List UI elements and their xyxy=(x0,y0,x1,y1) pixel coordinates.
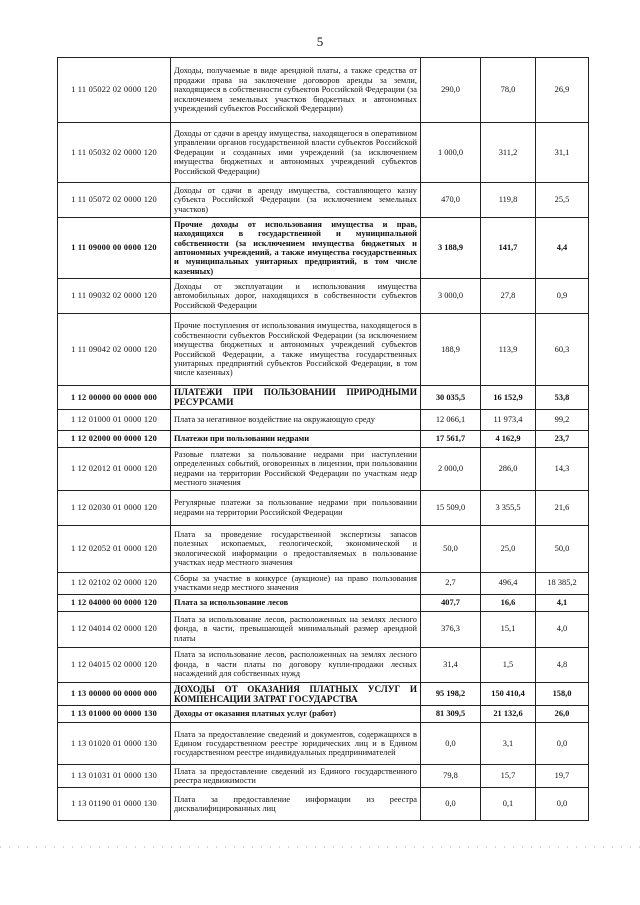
revenue-name-cell: Прочие поступления от использования имущества, находящегося в собственности субъектов Российской Федерации (за исключением имущества бюджетных и автономных учреждений субъектов Российской Федерации, а также имущества государственных унитарных предприятий субъектов Российской Федерации, в том числе казенных) xyxy=(171,314,421,386)
plan-amount-cell: 17 561,7 xyxy=(421,430,481,447)
plan-amount-cell: 0,0 xyxy=(421,788,481,821)
executed-amount-cell: 3 355,5 xyxy=(481,490,536,525)
revenue-name-cell: Плата за предоставление информации из реестра дисквалифицированных лиц xyxy=(171,788,421,821)
revenue-name-cell: Плата за использование лесов, расположенных на землях лесного фонда, в части, превышающей минимальный размер арендной платы xyxy=(171,611,421,647)
executed-amount-cell: 15,7 xyxy=(481,765,536,788)
classification-code-cell: 1 12 01000 01 0000 120 xyxy=(58,409,171,430)
percent-executed-cell: 21,6 xyxy=(536,490,589,525)
executed-amount-cell: 1,5 xyxy=(481,647,536,682)
percent-executed-cell: 23,7 xyxy=(536,430,589,447)
revenue-name-cell: Доходы от сдачи в аренду имущества, находящегося в оперативном управлении органов государственной власти субъектов Российской Федерации и созданных ими учреждений (за исключением имущества бюджетных и автономных учреждений субъектов Российской Федерации) xyxy=(171,123,421,183)
plan-amount-cell: 290,0 xyxy=(421,58,481,123)
plan-amount-cell: 2 000,0 xyxy=(421,447,481,490)
table-row xyxy=(58,447,589,490)
percent-executed-cell: 26,9 xyxy=(536,58,589,123)
plan-amount-cell: 81 309,5 xyxy=(421,706,481,723)
executed-amount-cell: 286,0 xyxy=(481,447,536,490)
percent-executed-cell: 50,0 xyxy=(536,525,589,572)
revenue-name-cell: Разовые платежи за пользование недрами при наступлении определенных событий, оговоренных в лицензии, при пользовании недрами на территории Российской Федерации по участкам недр местного значения xyxy=(171,447,421,490)
plan-amount-cell: 15 509,0 xyxy=(421,490,481,525)
classification-code-cell: 1 13 00000 00 0000 000 xyxy=(58,682,171,706)
percent-executed-cell: 0,0 xyxy=(536,723,589,765)
plan-amount-cell: 30 035,5 xyxy=(421,386,481,410)
executed-amount-cell: 113,9 xyxy=(481,314,536,386)
executed-amount-cell: 27,8 xyxy=(481,279,536,314)
executed-amount-cell: 3,1 xyxy=(481,723,536,765)
classification-code-cell: 1 12 04014 02 0000 120 xyxy=(58,611,171,647)
revenue-name-cell: ДОХОДЫ ОТ ОКАЗАНИЯ ПЛАТНЫХ УСЛУГ И КОМПЕНСАЦИИ ЗАТРАТ ГОСУДАРСТВА xyxy=(171,682,421,706)
revenue-name-cell: Доходы от эксплуатации и использования имущества автомобильных дорог, находящихся в собственности субъектов Российской Федерации xyxy=(171,279,421,314)
classification-code-cell: 1 12 00000 00 0000 000 xyxy=(58,386,171,410)
plan-amount-cell: 407,7 xyxy=(421,594,481,611)
table-row xyxy=(58,611,589,647)
table-row xyxy=(58,594,589,611)
executed-amount-cell: 311,2 xyxy=(481,123,536,183)
percent-executed-cell: 18 385,2 xyxy=(536,572,589,594)
percent-executed-cell: 99,2 xyxy=(536,409,589,430)
executed-amount-cell: 11 973,4 xyxy=(481,409,536,430)
table-row xyxy=(58,490,589,525)
percent-executed-cell: 4,8 xyxy=(536,647,589,682)
table-row xyxy=(58,525,589,572)
plan-amount-cell: 188,9 xyxy=(421,314,481,386)
percent-executed-cell: 25,5 xyxy=(536,183,589,218)
executed-amount-cell: 4 162,9 xyxy=(481,430,536,447)
classification-code-cell: 1 12 02102 02 0000 120 xyxy=(58,572,171,594)
plan-amount-cell: 79,8 xyxy=(421,765,481,788)
revenue-name-cell: ПЛАТЕЖИ ПРИ ПОЛЬЗОВАНИИ ПРИРОДНЫМИ РЕСУРСАМИ xyxy=(171,386,421,410)
table-row xyxy=(58,682,589,706)
classification-code-cell: 1 13 01020 01 0000 130 xyxy=(58,723,171,765)
table-row xyxy=(58,386,589,410)
classification-code-cell: 1 12 02012 01 0000 120 xyxy=(58,447,171,490)
executed-amount-cell: 16,6 xyxy=(481,594,536,611)
revenue-name-cell: Платежи при пользовании недрами xyxy=(171,430,421,447)
percent-executed-cell: 4,4 xyxy=(536,218,589,279)
revenue-name-cell: Плата за предоставление сведений и документов, содержащихся в Едином государственном реестре юридических лиц и в Едином государственном реестре индивидуальных предпринимателей xyxy=(171,723,421,765)
percent-executed-cell: 4,1 xyxy=(536,594,589,611)
executed-amount-cell: 15,1 xyxy=(481,611,536,647)
percent-executed-cell: 0,0 xyxy=(536,788,589,821)
classification-code-cell: 1 11 05072 02 0000 120 xyxy=(58,183,171,218)
table-row xyxy=(58,58,589,123)
executed-amount-cell: 25,0 xyxy=(481,525,536,572)
executed-amount-cell: 21 132,6 xyxy=(481,706,536,723)
classification-code-cell: 1 11 05022 02 0000 120 xyxy=(58,58,171,123)
classification-code-cell: 1 11 09042 02 0000 120 xyxy=(58,314,171,386)
classification-code-cell: 1 13 01031 01 0000 130 xyxy=(58,765,171,788)
percent-executed-cell: 4,0 xyxy=(536,611,589,647)
plan-amount-cell: 12 066,1 xyxy=(421,409,481,430)
percent-executed-cell: 14,3 xyxy=(536,447,589,490)
plan-amount-cell: 1 000,0 xyxy=(421,123,481,183)
revenue-name-cell: Доходы, получаемые в виде арендной платы, а также средства от продажи права на заключение договоров аренды за земли, находящиеся в собственности субъектов Российской Федерации (за исключением земельных участков бюджетных и автономных учреждений субъектов Российской Федерации) xyxy=(171,58,421,123)
revenue-name-cell: Регулярные платежи за пользование недрами при пользовании недрами на территории Российской Федерации xyxy=(171,490,421,525)
percent-executed-cell: 19,7 xyxy=(536,765,589,788)
classification-code-cell: 1 12 04015 02 0000 120 xyxy=(58,647,171,682)
plan-amount-cell: 3 188,9 xyxy=(421,218,481,279)
table-row xyxy=(58,123,589,183)
executed-amount-cell: 141,7 xyxy=(481,218,536,279)
plan-amount-cell: 3 000,0 xyxy=(421,279,481,314)
classification-code-cell: 1 13 01190 01 0000 130 xyxy=(58,788,171,821)
table-row xyxy=(58,218,589,279)
table-row xyxy=(58,788,589,821)
table-row xyxy=(58,314,589,386)
percent-executed-cell: 31,1 xyxy=(536,123,589,183)
percent-executed-cell: 60,3 xyxy=(536,314,589,386)
table-row xyxy=(58,430,589,447)
table-row xyxy=(58,647,589,682)
plan-amount-cell: 2,7 xyxy=(421,572,481,594)
page-number: 5 xyxy=(316,34,324,49)
executed-amount-cell: 150 410,4 xyxy=(481,682,536,706)
plan-amount-cell: 470,0 xyxy=(421,183,481,218)
classification-code-cell: 1 13 01000 00 0000 130 xyxy=(58,706,171,723)
revenue-name-cell: Доходы от оказания платных услуг (работ) xyxy=(171,706,421,723)
classification-code-cell: 1 12 02052 01 0000 120 xyxy=(58,525,171,572)
classification-code-cell: 1 11 09000 00 0000 120 xyxy=(58,218,171,279)
plan-amount-cell: 31,4 xyxy=(421,647,481,682)
plan-amount-cell: 50,0 xyxy=(421,525,481,572)
percent-executed-cell: 26,0 xyxy=(536,706,589,723)
revenue-name-cell: Плата за проведение государственной экспертизы запасов полезных ископаемых, геологической, экономической и экологической информации о предоставляемых в пользование участках недр местного значения xyxy=(171,525,421,572)
budget-revenue-table xyxy=(57,57,589,821)
scan-artifact-line xyxy=(0,846,640,848)
plan-amount-cell: 376,3 xyxy=(421,611,481,647)
revenue-name-cell: Плата за предоставление сведений из Единого государственного реестра недвижимости xyxy=(171,765,421,788)
revenue-name-cell: Сборы за участие в конкурсе (аукционе) на право пользования участками недр местного значения xyxy=(171,572,421,594)
classification-code-cell: 1 12 02000 00 0000 120 xyxy=(58,430,171,447)
table-row xyxy=(58,409,589,430)
revenue-name-cell: Плата за негативное воздействие на окружающую среду xyxy=(171,409,421,430)
classification-code-cell: 1 11 05032 02 0000 120 xyxy=(58,123,171,183)
classification-code-cell: 1 12 02030 01 0000 120 xyxy=(58,490,171,525)
plan-amount-cell: 0,0 xyxy=(421,723,481,765)
executed-amount-cell: 16 152,9 xyxy=(481,386,536,410)
classification-code-cell: 1 11 09032 02 0000 120 xyxy=(58,279,171,314)
executed-amount-cell: 0,1 xyxy=(481,788,536,821)
revenue-name-cell: Доходы от сдачи в аренду имущества, составляющего казну субъекта Российской Федерации (за исключением земельных участков) xyxy=(171,183,421,218)
percent-executed-cell: 158,0 xyxy=(536,682,589,706)
revenue-name-cell: Плата за использование лесов xyxy=(171,594,421,611)
classification-code-cell: 1 12 04000 00 0000 120 xyxy=(58,594,171,611)
table-row xyxy=(58,723,589,765)
revenue-name-cell: Плата за использование лесов, расположенных на землях лесного фонда, в части платы по договору купли-продажи лесных насаждений для собственных нужд xyxy=(171,647,421,682)
table-row xyxy=(58,765,589,788)
executed-amount-cell: 78,0 xyxy=(481,58,536,123)
table-row xyxy=(58,572,589,594)
revenue-name-cell: Прочие доходы от использования имущества и прав, находящихся в государственной и муниципальной собственности (за исключением имущества бюджетных и автономных учреждений, а также имущества государственных и муниципальных унитарных предприятий, в том числе казенных) xyxy=(171,218,421,279)
table-row xyxy=(58,183,589,218)
executed-amount-cell: 496,4 xyxy=(481,572,536,594)
percent-executed-cell: 53,8 xyxy=(536,386,589,410)
percent-executed-cell: 0,9 xyxy=(536,279,589,314)
executed-amount-cell: 119,8 xyxy=(481,183,536,218)
table-row xyxy=(58,279,589,314)
table-row xyxy=(58,706,589,723)
plan-amount-cell: 95 198,2 xyxy=(421,682,481,706)
